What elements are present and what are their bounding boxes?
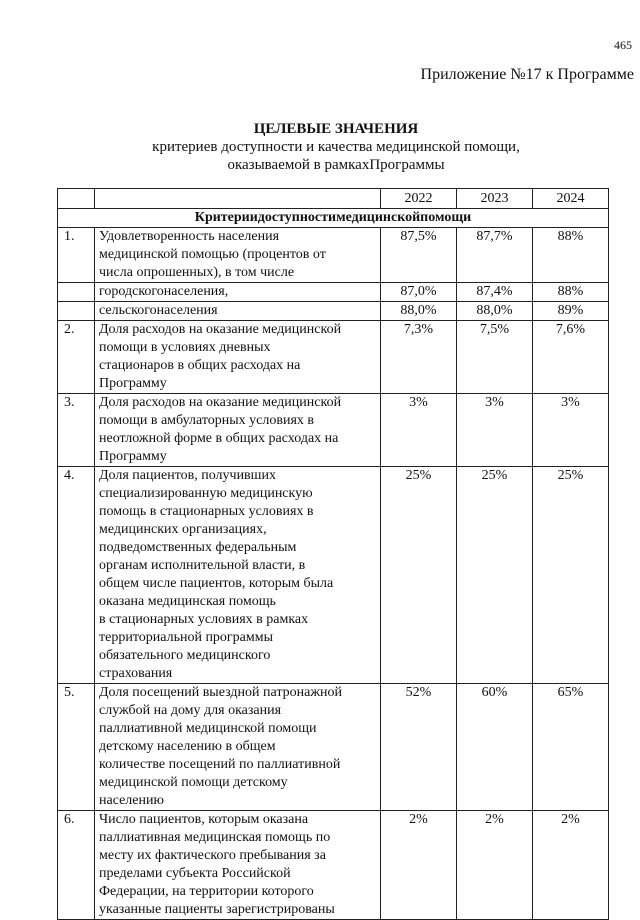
document-title (0, 120, 640, 174)
table-row (58, 394, 609, 467)
value-2024: 2% (533, 811, 609, 920)
criteria-table-body (58, 189, 609, 920)
row-description (95, 811, 381, 920)
value-2023: 2% (457, 811, 533, 920)
value-2022: 7,3% (381, 321, 457, 394)
value-2023: 87,4% (457, 283, 533, 302)
description-line: Удовлетворенность населения (99, 229, 280, 244)
value-2023: 25% (457, 467, 533, 684)
table-row (58, 228, 609, 283)
description-line: обязательного медицинского (99, 648, 271, 663)
description-line: службой на дому для оказания (99, 703, 282, 718)
header-year-2023: 2023 (457, 189, 533, 209)
table-row (58, 811, 609, 920)
title-main: ЦЕЛЕВЫЕ ЗНАЧЕНИЯ (253, 121, 419, 137)
value-2022: 25% (381, 467, 457, 684)
row-description (95, 467, 381, 684)
row-number (58, 302, 95, 321)
value-2024: 65% (533, 684, 609, 811)
description-line: в стационарных условиях в рамках (99, 612, 309, 627)
page-number: 465 (614, 38, 632, 52)
description-line: органам исполнительной власти, в (99, 558, 306, 573)
value-2023: 3% (457, 394, 533, 467)
value-2024: 3% (533, 394, 609, 467)
appendix-label: Приложение №17 к Программе (420, 66, 634, 83)
description-line: неотложной форме в общих расходах на (99, 431, 339, 446)
value-2024: 89% (533, 302, 609, 321)
description-line: детскому населению в общем (99, 739, 276, 754)
description-line: Доля расходов на оказание медицинской (99, 322, 342, 337)
description-line: месту их фактического пребывания за (99, 848, 326, 863)
value-2024: 25% (533, 467, 609, 684)
row-number: 5. (58, 684, 95, 811)
row-number: 6. (58, 811, 95, 920)
value-2022: 3% (381, 394, 457, 467)
description-line: помощи в условиях дневных (99, 340, 271, 355)
value-2024: 7,6% (533, 321, 609, 394)
description-line: помощь в стационарных условиях в (99, 504, 314, 519)
description-line: количестве посещений по паллиативной (99, 757, 341, 772)
table-row (58, 684, 609, 811)
description-line: общем числе пациентов, которым была (99, 576, 334, 591)
description-line: страхования (99, 666, 173, 681)
table-row (58, 283, 609, 302)
title-subtitle-line-1: критериев доступности и качества медицинской помощи, (152, 139, 520, 155)
description-line: сельскогонаселения (99, 303, 218, 318)
row-number: 2. (58, 321, 95, 394)
value-2023: 7,5% (457, 321, 533, 394)
value-2023: 60% (457, 684, 533, 811)
description-line: населению (99, 793, 164, 808)
description-line: медицинских организациях, (99, 522, 267, 537)
description-line: территориальной программы (99, 630, 274, 645)
value-2022: 88,0% (381, 302, 457, 321)
table-row (58, 321, 609, 394)
description-line: Доля пациентов, получивших (99, 468, 276, 483)
description-line: Программу (99, 376, 167, 391)
description-line: указанные пациенты зарегистрированы (99, 902, 335, 917)
row-description (95, 283, 381, 302)
value-2022: 87,5% (381, 228, 457, 283)
value-2022: 52% (381, 684, 457, 811)
description-line: Число пациентов, которым оказана (99, 812, 309, 827)
description-line: Доля посещений выездной патронажной (99, 685, 342, 700)
header-year-2024: 2024 (533, 189, 609, 209)
row-number: 3. (58, 394, 95, 467)
header-desc-cell (95, 189, 381, 209)
title-subtitle-line-2: оказываемой в рамкахПрограммы (227, 157, 445, 173)
description-line: городскогонаселения, (99, 284, 229, 299)
description-line: пределами субъекта Российской (99, 866, 291, 881)
row-number: 1. (58, 228, 95, 283)
description-line: помощи в амбулаторных условиях в (99, 413, 315, 428)
description-line: медицинской помощи детскому (99, 775, 288, 790)
header-num-cell (58, 189, 95, 209)
row-number: 4. (58, 467, 95, 684)
description-line: паллиативная медицинская помощь по (99, 830, 331, 845)
description-line: Федерации, на территории которого (99, 884, 314, 899)
section-row (58, 209, 609, 228)
criteria-table (57, 188, 609, 920)
description-line: паллиативной медицинской помощи (99, 721, 317, 736)
description-line: подведомственных федеральным (99, 540, 297, 555)
value-2023: 87,7% (457, 228, 533, 283)
row-description (95, 684, 381, 811)
description-line: Доля расходов на оказание медицинской (99, 395, 342, 410)
row-number (58, 283, 95, 302)
header-year-2022: 2022 (381, 189, 457, 209)
description-line: специализированную медицинскую (99, 486, 313, 501)
table-header-row (58, 189, 609, 209)
table-row (58, 302, 609, 321)
row-description (95, 302, 381, 321)
description-line: Программу (99, 449, 167, 464)
section-title: Критериидоступностимедицинскойпомощи (58, 209, 609, 228)
row-description (95, 394, 381, 467)
description-line: стационаров в общих расходах на (99, 358, 301, 373)
description-line: медицинской помощью (процентов от (99, 247, 326, 262)
value-2022: 87,0% (381, 283, 457, 302)
row-description (95, 321, 381, 394)
row-description (95, 228, 381, 283)
value-2024: 88% (533, 228, 609, 283)
value-2023: 88,0% (457, 302, 533, 321)
value-2022: 2% (381, 811, 457, 920)
description-line: числа опрошенных), в том числе (99, 265, 295, 280)
description-line: оказана медицинская помощь (99, 594, 276, 609)
value-2024: 88% (533, 283, 609, 302)
table-row (58, 467, 609, 684)
